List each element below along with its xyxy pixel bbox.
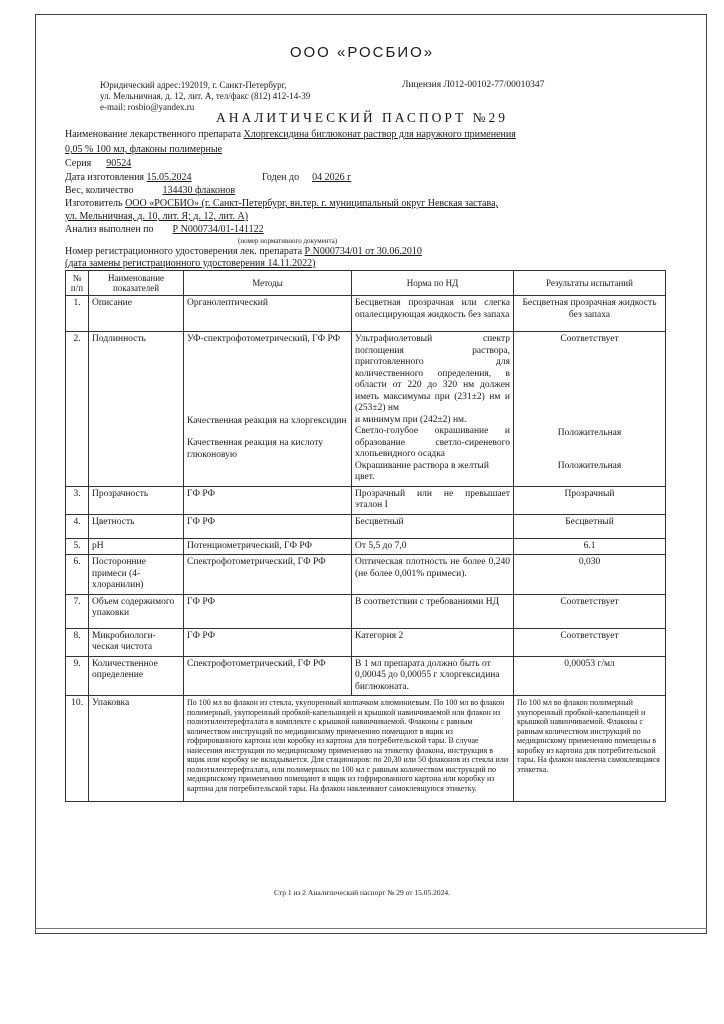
row-norm: Категория 2 [352, 628, 514, 656]
row-result: Соответствует [514, 628, 666, 656]
norm-uv: Ультрафиолетовый спектр поглощения раствора, приготовленного для количественного определения, в области от 220 до 320 нм должен иметь максимумы при (231±2) нм и (253±2) нм [355, 334, 510, 413]
table-row [66, 594, 666, 628]
expiry-label: Годен до [262, 172, 300, 183]
row-result: 0,030 [514, 555, 666, 595]
row-norm: В соответствии с требованиями НД [352, 594, 514, 628]
quantity-label: Вес, количество [65, 185, 134, 196]
expiry-row [262, 171, 351, 184]
row-packaging-result: По 100 мл во флакон полимерный укупоренный пробкой-капельницей и крышкой навинчиваемой. Флаконы с равным количеством инструкций по медицинскому применению помещены в коробку из картона для потребительской тары. На флакон наклеена самоклеящаяся этикетка. [514, 696, 666, 802]
address-line-3: e-mail: rosbio@yandex.ru [100, 102, 195, 112]
table-row [66, 696, 666, 802]
drug-name-label: Наименование лекарственного препарата [65, 129, 242, 140]
table-row [66, 538, 666, 555]
table-row [66, 555, 666, 595]
address-line-2: ул. Мельничная, д. 12, лит. А, тел/факс (812) 412-14-39 [100, 91, 311, 101]
company-name: ООО «РОСБИО» [289, 44, 435, 61]
row-num: 7. [66, 594, 89, 628]
row-result: 6.1 [514, 538, 666, 555]
expiry-value: 04 2026 г [312, 172, 352, 183]
row-method: ГФ РФ [184, 594, 352, 628]
row-result: Бесцветная прозрачная жидкость без запаха [514, 296, 666, 332]
header-name: Наименование показателей [89, 271, 184, 296]
registration-label: Номер регистрационного удостоверения лек. препарата [65, 246, 303, 257]
row-method: Органолептический [184, 296, 352, 332]
manufacturer-continuation: ул. Мельничная, д. 10, лит. Я; д. 12, лит. А) [65, 211, 249, 222]
row-packaging-method: По 100 мл во флакон из стекла, укупоренный колпачком алюминиевым. По 100 мл во флакон полимерный, укупоренный пробкой-капельницей и крышкой навинчиваемой или флакон из полиэтилентерефталата в комплекте с крышкой навинчиваемой. Флаконы с равным количеством инструкций по медицинскому применению помещают в ящик из гофрированного картона или коробку из картона для потребительской тары. В случае нанесения инструкции по медицинскому применению на этикетку флакона, инструкция в ящик или коробку не вкладывается. Для стационаров: по 20,30 или 50 флаконов из стекла или полиэтилентерефталата, или полимерных по 100 мл с равным количеством инструкций по медицинскому применению помещают в ящик из гофрированного картона или коробку из картона для потребительской тары. На флакон наклеивают самоклеящуюся этикетку. [184, 696, 514, 802]
manufacturer-row [65, 197, 498, 210]
result-uv: Соответствует [560, 334, 619, 344]
row-method: Спектрофотометрический, ГФ РФ [184, 555, 352, 595]
row-norm: Прозрачный или не превышает эталон I [352, 486, 514, 514]
series-label: Серия [65, 158, 92, 169]
method-gluconic: Качественная реакция на кислоту глюконовую [187, 438, 323, 460]
manufacturer-value: ООО «РОСБИО» (г. Санкт-Петербург, вн.тер. г. муниципальный округ Невская застава, [125, 198, 499, 209]
series-row [65, 157, 131, 170]
row-num: 3. [66, 486, 89, 514]
header-results: Результаты испытаний [514, 271, 666, 296]
row-num: 5. [66, 538, 89, 555]
manufacture-date-value: 15.05.2024 [146, 172, 192, 183]
document-note: (номер нормативного документа) [238, 237, 338, 245]
row-num: 10. [66, 696, 89, 802]
drug-name-continuation: 0,05 % 100 мл, флаконы полимерные [65, 144, 223, 155]
table-header-row [66, 271, 666, 296]
license-number: Лицензия Л012-00102-77/00010347 [402, 80, 545, 90]
row-norm: В 1 мл препарата должно быть от 0,00045 до 0,00055 г хлоргексидина биглюконата. [352, 656, 514, 696]
row-norm: Оптическая плотность не более 0,240 (не более 0,001% примеси). [352, 555, 514, 595]
row-num: 2. [66, 332, 89, 487]
row-indicator: Прозрачность [89, 486, 184, 514]
method-uv: УФ-спектрофотометрический, ГФ РФ [187, 334, 341, 344]
norm-gluconic: Окрашивание раствора в желтый цвет. [355, 460, 489, 482]
row-num: 9. [66, 656, 89, 696]
row-result: Бесцветный [514, 514, 666, 538]
method-chlorhexidine: Качественная реакция на хлоргексидин [187, 415, 347, 426]
result-gluconic: Положительная [557, 461, 622, 471]
analysis-table [65, 270, 666, 802]
row-indicator: pH [89, 538, 184, 555]
drug-name-value: Хлоргексидина биглюконат раствор для наружного применения [243, 129, 516, 140]
row-num: 6. [66, 555, 89, 595]
row-method: ГФ РФ [184, 486, 352, 514]
row-method: ГФ РФ [184, 514, 352, 538]
registration-value: Р N000734/01 от 30.06.2010 [304, 246, 422, 257]
row-method: ГФ РФ [184, 628, 352, 656]
row-num: 1. [66, 296, 89, 332]
dates-row [65, 171, 192, 184]
row-indicator: Упаковка [89, 696, 184, 802]
quantity-row [65, 184, 235, 197]
row-num: 4. [66, 514, 89, 538]
table-row [66, 296, 666, 332]
row-indicator: Объем содержимого упаковки [89, 594, 184, 628]
address-line-1: Юридический адрес:192019, г. Санкт-Петербург, [100, 80, 287, 90]
row-method: Спектрофотометрический, ГФ РФ [184, 656, 352, 696]
norm-chlorhexidine: Светло-голубое окрашивание и образование светло-сиреневого хлопьевидного осадка [355, 426, 510, 459]
registration-change: (дата замены регистрационного удостоверения 14.11.2022) [65, 258, 316, 269]
norm-uv-min: и минимум при (242±2) нм. [355, 414, 467, 425]
table-row [66, 514, 666, 538]
header-norm: Норма по НД [352, 271, 514, 296]
row-method-group [184, 332, 352, 487]
page-footer: Стр 1 из 2 Аналитический паспорт № 29 от 15.05.2024. [273, 888, 451, 897]
row-indicator: Подлинность [89, 332, 184, 487]
row-norm-group [352, 332, 514, 487]
row-indicator: Посторонние примеси (4-хлоранилин) [89, 555, 184, 595]
row-result: Соответствует [514, 594, 666, 628]
analysis-document: Р N000734/01-141122 [172, 224, 264, 235]
row-norm: Бесцветная прозрачная или слегка опалесцирующая жидкость без запаха [352, 296, 514, 332]
row-num: 8. [66, 628, 89, 656]
header-methods: Методы [184, 271, 352, 296]
table-row [66, 628, 666, 656]
header-num: № п/п [66, 271, 89, 296]
row-indicator: Количественное определение [89, 656, 184, 696]
manufacture-date-label: Дата изготовления [65, 172, 145, 183]
row-indicator: Цветность [89, 514, 184, 538]
table-row [66, 486, 666, 514]
analysis-label: Анализ выполнен по [65, 224, 154, 235]
table-row [66, 332, 666, 487]
row-indicator: Микробиологи-ческая чистота [89, 628, 184, 656]
row-result-group [514, 332, 666, 487]
bottom-divider [35, 928, 707, 929]
series-value: 90524 [106, 158, 132, 169]
passport-title: АНАЛИТИЧЕСКИЙ ПАСПОРТ №29 [215, 110, 509, 125]
analysis-row [65, 223, 264, 236]
row-norm: Бесцветный [352, 514, 514, 538]
quantity-value: 134430 флаконов [162, 185, 236, 196]
row-method: Потенциометрический, ГФ РФ [184, 538, 352, 555]
row-result: Прозрачный [514, 486, 666, 514]
row-norm: От 5,5 до 7,0 [352, 538, 514, 555]
drug-name-row [65, 128, 516, 141]
manufacturer-label: Изготовитель [65, 198, 123, 209]
result-chlorhexidine: Положительная [557, 427, 622, 438]
row-indicator: Описание [89, 296, 184, 332]
table-row [66, 656, 666, 696]
row-result: 0,00053 г/мл [514, 656, 666, 696]
